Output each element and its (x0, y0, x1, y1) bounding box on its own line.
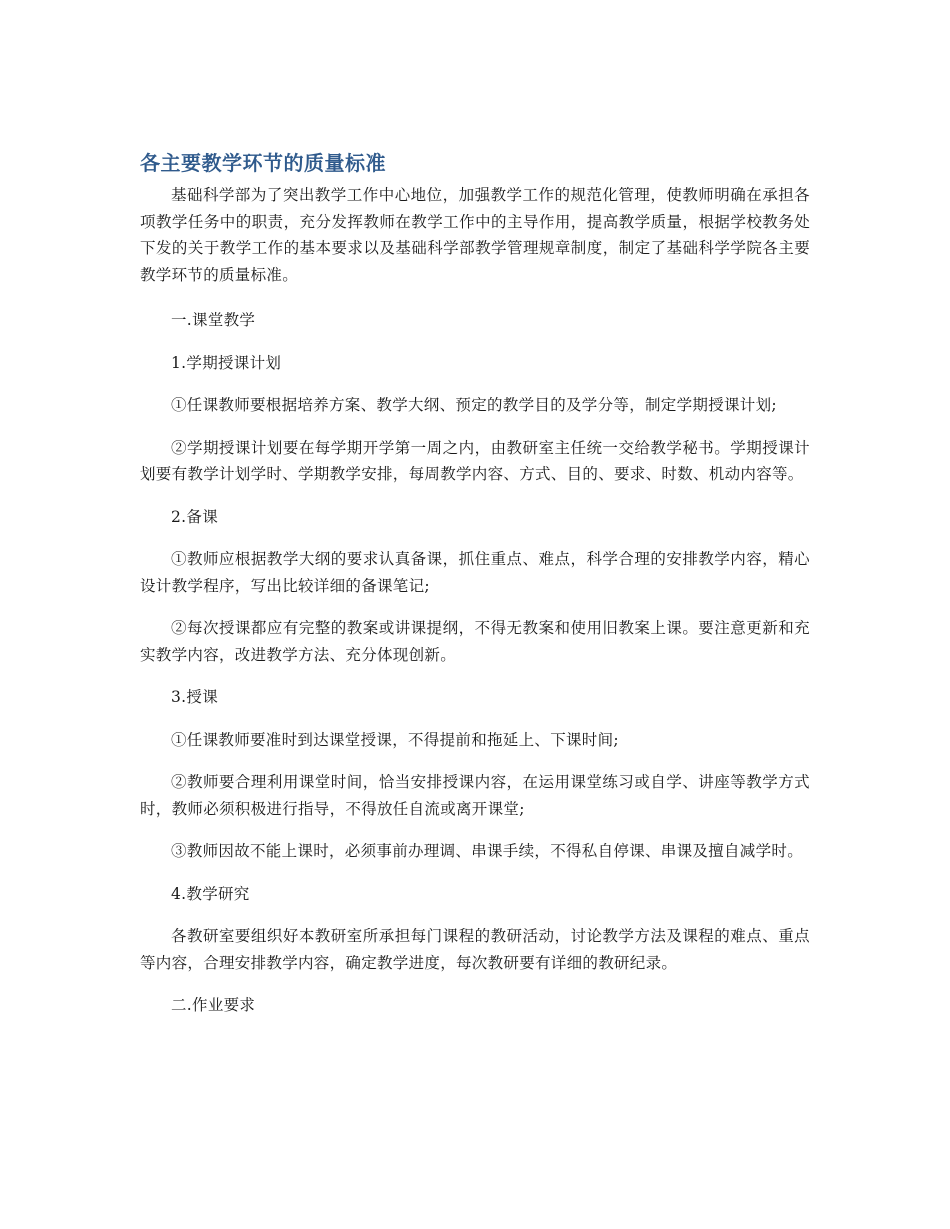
section-heading-classroom-teaching: 一.课堂教学 (171, 311, 256, 329)
section-heading-homework: 二.作业要求 (171, 996, 256, 1014)
subsection-heading-teaching-research: 4.教学研究 (171, 884, 250, 903)
paragraph-lecturing-2: ②教师要合理利用课堂时间，恰当安排授课内容，在运用课堂练习或自学、讲座等教学方式时，教师必须积极进行指导，不得放任自流或离开课堂; (140, 773, 810, 818)
subsection-heading-lesson-prep: 2.备课 (171, 507, 218, 526)
document-page (140, 148, 810, 1035)
document-title: 各主要教学环节的质量标准 (140, 151, 386, 175)
paragraph-semester-plan-1: ①任课教师要根据培养方案、教学大纲、预定的教学目的及学分等，制定学期授课计划; (171, 396, 777, 414)
paragraph-semester-plan-2: ②学期授课计划要在每学期开学第一周之内，由教研室主任统一交给教学秘书。学期授课计划要有教学计划学时、学期教学安排，每周教学内容、方式、目的、要求、时数、机动内容等。 (140, 438, 810, 483)
paragraph-lecturing-1: ①任课教师要准时到达课堂授课，不得提前和拖延上、下课时间; (171, 730, 619, 749)
subsection-heading-semester-plan: 1.学期授课计划 (171, 353, 282, 372)
paragraph-teaching-research-1: 各教研室要组织好本教研室所承担每门课程的教研活动，讨论教学方法及课程的难点、重点等内容，合理安排教学内容，确定教学进度，每次教研要有详细的教研纪录。 (140, 927, 810, 972)
subsection-heading-lecturing: 3.授课 (171, 688, 218, 706)
intro-paragraph: 基础科学部为了突出教学工作中心地位，加强教学工作的规范化管理，使教师明确在承担各项教学任务中的职责，充分发挥教师在教学工作中的主导作用，提高教学质量，根据学校教务处下发的关于教学工作的基本要求以及基础科学部教学管理规章制度，制定了基础科学学院各主要教学环节的质量标准。 (140, 186, 810, 284)
paragraph-lesson-prep-1: ①教师应根据教学大纲的要求认真备课，抓住重点、难点，科学合理的安排教学内容，精心设计教学程序，写出比较详细的备课笔记; (140, 550, 810, 595)
paragraph-lecturing-3: ③教师因故不能上课时，必须事前办理调、串课手续，不得私自停课、串课及擅自减学时。 (171, 842, 804, 860)
paragraph-lesson-prep-2: ②每次授课都应有完整的教案或讲课提纲，不得无教案和使用旧教案上课。要注意更新和充实教学内容，改进教学方法、充分体现创新。 (140, 619, 810, 664)
